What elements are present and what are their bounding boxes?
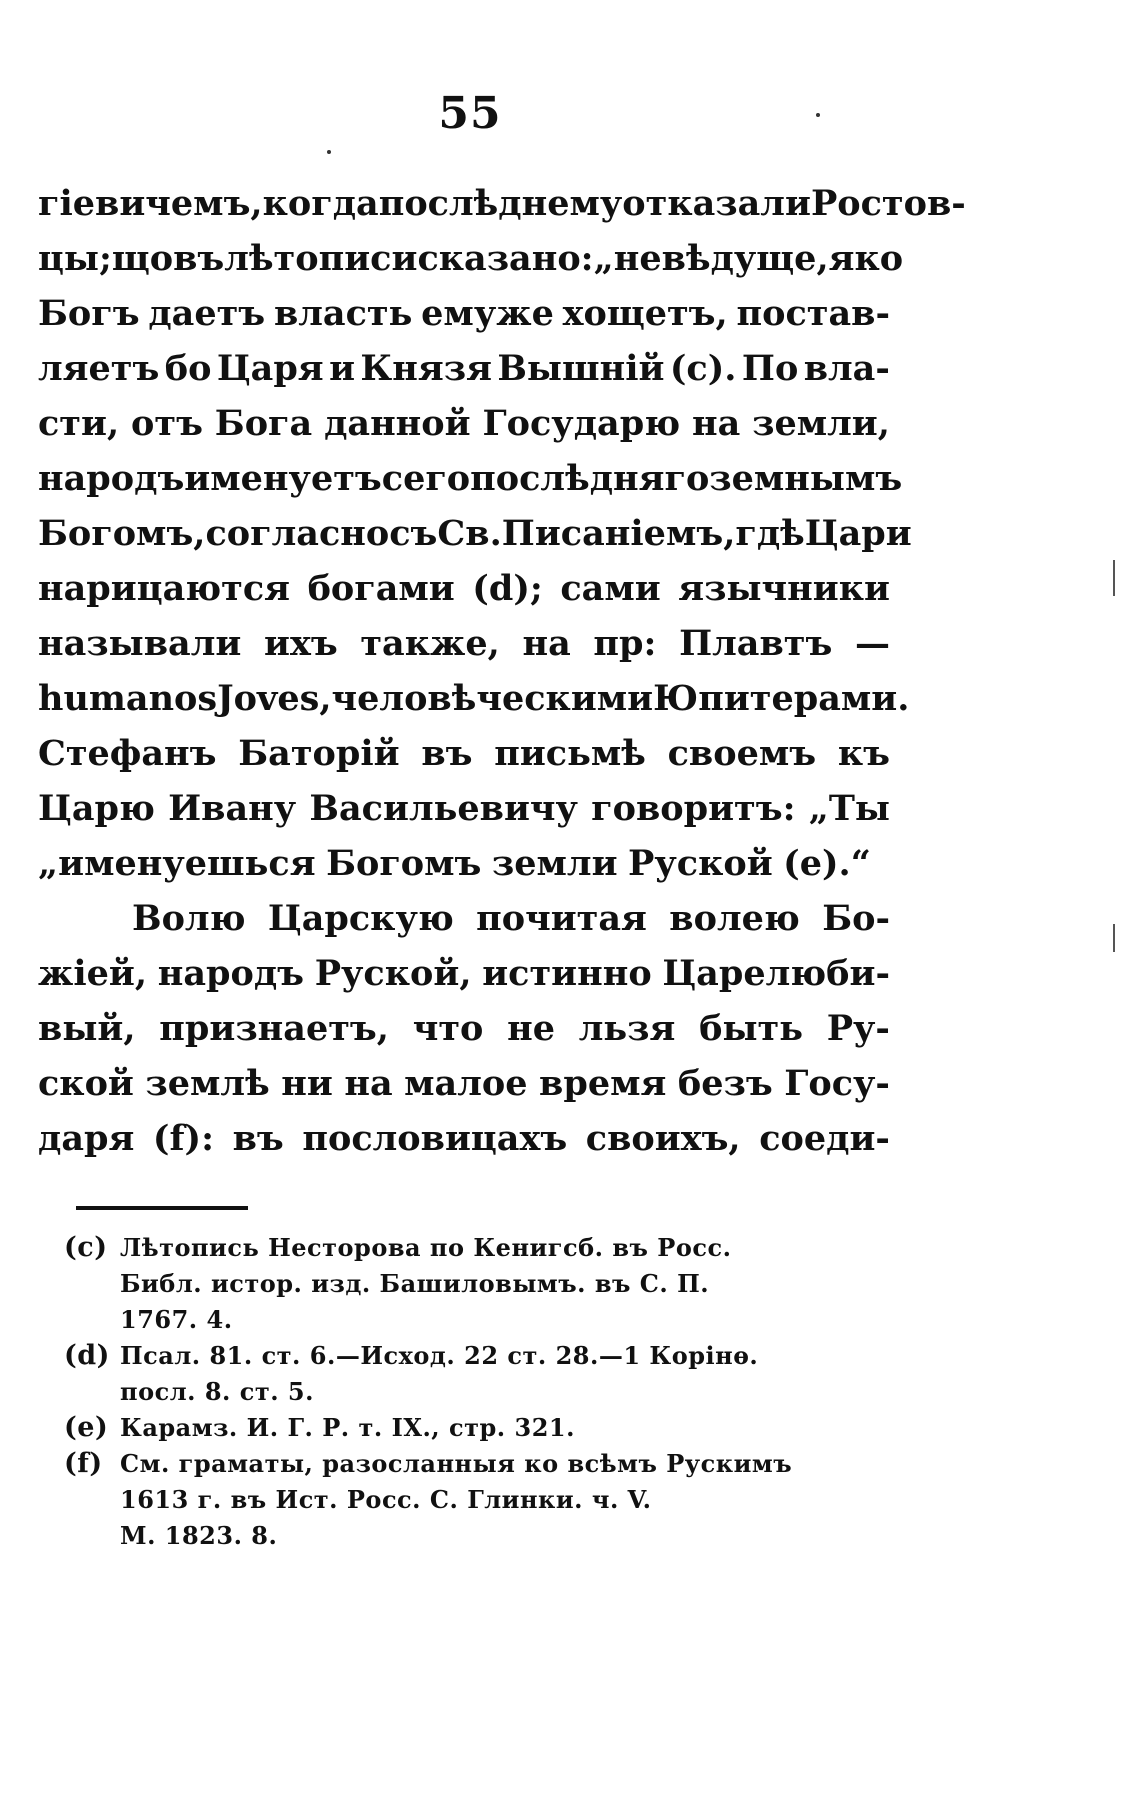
text-line: Волю Царскую почитая волею Бо-	[132, 898, 890, 939]
footnote-f	[64, 1446, 894, 1554]
text-line: „именуешься Богомъ земли Руской (e).“	[38, 843, 871, 884]
footnote-divider	[76, 1206, 248, 1210]
footnote-mark: (c)	[64, 1232, 108, 1263]
text-line: гіевичемъ, когда послѣднему отказали Ростов-	[38, 183, 966, 224]
text-line: Стефанъ Баторій въ письмѣ своемъ къ	[38, 733, 890, 774]
footnote-e	[64, 1410, 894, 1446]
footnote-d	[64, 1338, 894, 1410]
footnote-mark: (e)	[64, 1412, 109, 1443]
footnote-line: М. 1823. 8.	[120, 1521, 278, 1550]
margin-scan-mark	[1113, 560, 1115, 596]
footnotes	[64, 1230, 894, 1554]
text-line: Богъ даетъ власть емуже хощетъ, постав-	[38, 293, 890, 334]
footnote-c	[64, 1230, 894, 1338]
scan-speck	[816, 113, 820, 117]
footnote-line: Псал. 81. ст. 6.—Исход. 22 ст. 28.—1 Корінѳ.	[120, 1341, 759, 1370]
text-line: даря (f): въ пословицахъ своихъ, соеди-	[38, 1118, 890, 1159]
page-number: 55	[438, 88, 502, 139]
scan-speck	[327, 150, 331, 154]
text-line: Царю Ивану Васильевичу говоритъ: „Ты	[38, 788, 890, 829]
footnote-mark: (f)	[64, 1448, 103, 1479]
footnote-line: Карамз. И. Г. Р. т. IX., стр. 321.	[120, 1413, 575, 1442]
main-text	[38, 176, 966, 1166]
footnote-line: посл. 8. ст. 5.	[120, 1377, 314, 1406]
footnote-mark: (d)	[64, 1340, 110, 1371]
footnote-line: Библ. истор. изд. Башиловымъ. въ С. П.	[120, 1269, 710, 1298]
text-line: нарицаются богами (d); сами язычники	[38, 568, 890, 609]
text-line: сти, отъ Бога данной Государю на земли,	[38, 403, 890, 444]
footnote-line: 1767. 4.	[120, 1305, 233, 1334]
text-line: ляетъ бо Царя и Князя Вышній (c). По вла-	[38, 348, 890, 389]
text-line: humanos Joves, человѣческими Юпитерами.	[38, 678, 910, 719]
footnote-line: См. граматы, разосланныя ко всѣмъ Рускимъ	[120, 1449, 793, 1478]
footnote-line: 1613 г. въ Ист. Росс. С. Глинки. ч. V.	[120, 1485, 652, 1514]
text-line: вый, признаетъ, что не льзя быть Ру-	[38, 1008, 890, 1049]
text-line: жіей, народъ Руской, истинно Царелюби-	[38, 953, 890, 994]
text-line: ской землѣ ни на малое время безъ Госу-	[38, 1063, 890, 1104]
text-line: называли ихъ также, на пр: Плавтъ —	[38, 623, 890, 664]
margin-scan-mark	[1113, 924, 1115, 952]
text-line: цы; що въ лѣтописи сказано: „не вѣдуще, яко	[38, 238, 904, 279]
text-line: народъ именуетъ сего послѣдняго земнымъ	[38, 458, 903, 499]
text-line: Богомъ, согласно съ Св. Писаніемъ, гдѣ Цари	[38, 513, 912, 554]
footnote-line: Лѣтопись Несторова по Кенигсб. въ Росс.	[120, 1233, 732, 1262]
